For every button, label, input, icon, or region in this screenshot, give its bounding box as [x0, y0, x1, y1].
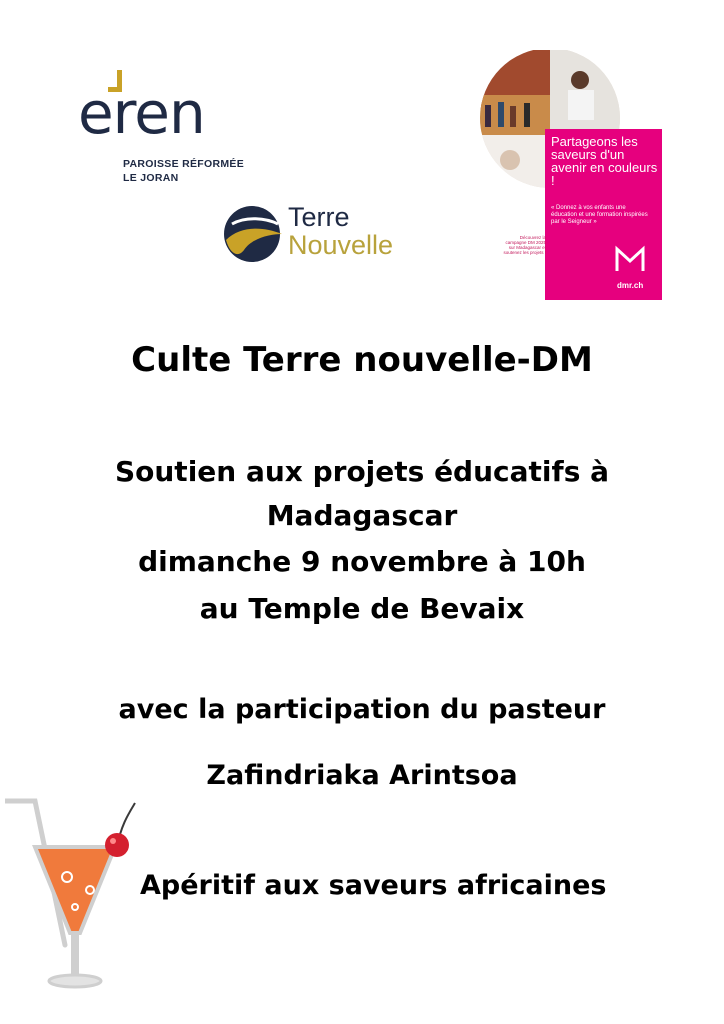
participation-text: avec la participation du pasteur — [118, 694, 606, 725]
event-location: au Temple de Bevaix — [199, 592, 525, 625]
dm-quote: « Donnez à vos enfants une éducation et une formation inspirées par le Seigneur » — [551, 205, 648, 225]
event-title: Culte Terre nouvelle-DM — [131, 340, 593, 380]
dm-pink-panel — [545, 129, 662, 300]
pastor-name: Zafindriaka Arintsoa — [206, 760, 518, 791]
tn-line-1: Terre — [288, 202, 350, 232]
eren-logo — [78, 70, 268, 190]
aperitif-text: Apéritif aux saveurs africaines — [140, 870, 607, 901]
dm-url: dmr.ch — [617, 281, 644, 290]
terre-nouvelle-logo — [222, 200, 422, 270]
eren-subtitle-1: PAROISSE RÉFORMÉE — [123, 158, 245, 170]
eren-wordmark: eren — [78, 79, 205, 147]
event-subtitle-1: Soutien aux projets éducatifs à — [114, 455, 610, 488]
dm-headline: Partageons les saveurs d'un avenir en couleurs ! — [551, 134, 658, 188]
dm-logo-icon — [615, 245, 645, 273]
cocktail-icon — [5, 795, 145, 995]
tn-line-2: Nouvelle — [288, 230, 394, 260]
eren-subtitle-2: LE JORAN — [123, 172, 179, 184]
event-date: dimanche 9 novembre à 10h — [138, 545, 586, 578]
globe-hands-icon — [222, 204, 284, 264]
dm-campaign-poster — [480, 50, 662, 300]
event-subtitle-2: Madagascar — [266, 499, 458, 532]
dm-small-text: Découvrez la campagne DM 2025 sur Madagascar et soutenez les projets ! — [503, 235, 546, 255]
